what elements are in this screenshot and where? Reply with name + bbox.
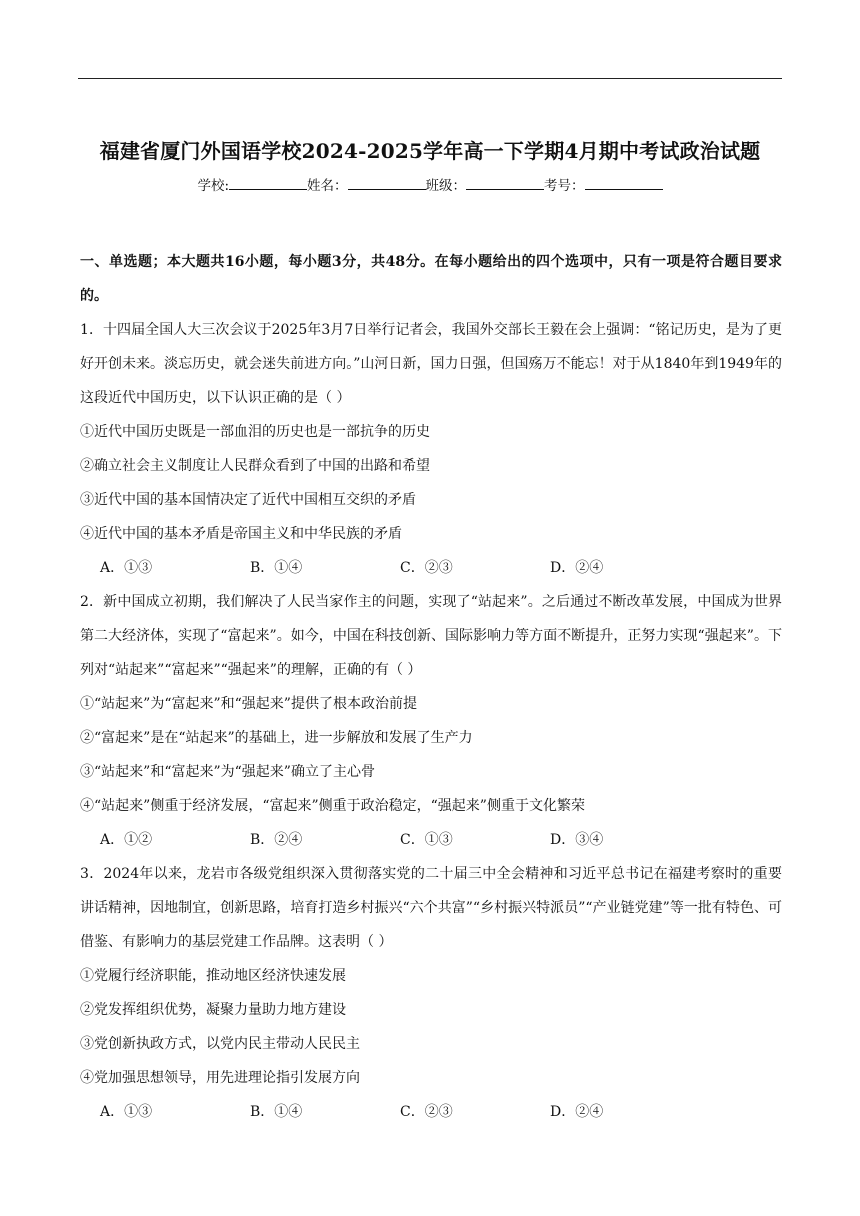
statement-4: ④党加强思想领导，用先进理论指引发展方向	[80, 1070, 360, 1086]
choice-c: C．②③	[400, 560, 453, 576]
answer-choices	[80, 1095, 782, 1129]
statement-2: ②党发挥组织优势，凝聚力量助力地方建设	[80, 1002, 346, 1018]
choice-d: D．②④	[550, 1104, 604, 1120]
statement-2: ②“富起来”是在“站起来”的基础上，进一步解放和发展了生产力	[80, 730, 473, 746]
question-stem: 3．2024年以来，龙岩市各级党组织深入贯彻落实党的二十届三中全会精神和习近平总书记在福建考察时的重要讲话精神，因地制宜，创新思路，培育打造乡村振兴“六个共富”“乡村振兴特派员”“产业链党建”等一批有特色、可借鉴、有影响力的基层党建工作品牌。这表明（ ）	[80, 866, 782, 950]
school-label: 学校:	[197, 178, 230, 194]
statement-3: ③党创新执政方式，以党内民主带动人民民主	[80, 1036, 360, 1052]
choice-d: D．②④	[550, 560, 604, 576]
choice-c: C．①③	[400, 832, 453, 848]
choice-b: B．①④	[250, 560, 303, 576]
class-label: 班级：	[425, 178, 467, 194]
name-label: 姓名：	[307, 178, 348, 194]
question-3	[80, 857, 782, 1129]
statement-1: ①“站起来”为“富起来”和“强起来”提供了根本政治前提	[80, 696, 417, 712]
statement-4: ④近代中国的基本矛盾是帝国主义和中华民族的矛盾	[80, 526, 402, 542]
choice-a: A．①③	[100, 560, 153, 576]
student-info-line	[0, 174, 860, 194]
choice-d: D．③④	[550, 832, 604, 848]
exam-no-label: 考号：	[544, 178, 585, 194]
question-2	[80, 585, 782, 857]
statement-2: ②确立社会主义制度让人民群众看到了中国的出路和希望	[80, 458, 430, 474]
header-rule	[78, 78, 782, 79]
question-stem: 1．十四届全国人大三次会议于2025年3月7日举行记者会，我国外交部长王毅在会上强调：“铭记历史，是为了更好开创未来。淡忘历史，就会迷失前进方向。”山河日新，国力日强，但国殇万不能忘！对于从1840年到1949年的这段近代中国历史，以下认识正确的是（ ）	[80, 322, 782, 406]
statement-4: ④“站起来”侧重于经济发展，“富起来”侧重于政治稳定，“强起来”侧重于文化繁荣	[80, 798, 585, 814]
question-1	[80, 313, 782, 585]
choice-b: B．①④	[250, 1104, 303, 1120]
school-blank	[229, 176, 307, 190]
exam-no-blank	[585, 176, 663, 190]
choice-b: B．②④	[250, 832, 303, 848]
exam-content	[80, 245, 782, 1129]
statement-3: ③近代中国的基本国情决定了近代中国相互交织的矛盾	[80, 492, 416, 508]
answer-choices	[80, 823, 782, 857]
choice-a: A．①②	[100, 832, 153, 848]
exam-title: 福建省厦门外国语学校2024-2025学年高一下学期4月期中考试政治试题	[99, 139, 761, 163]
choice-c: C．②③	[400, 1104, 453, 1120]
choice-a: A．①③	[100, 1104, 153, 1120]
question-stem: 2．新中国成立初期，我们解决了人民当家作主的问题，实现了“站起来”。之后通过不断改革发展，中国成为世界第二大经济体，实现了“富起来”。如今，中国在科技创新、国际影响力等方面不断提升，正努力实现“强起来”。下列对“站起来”“富起来”“强起来”的理解，正确的有（ ）	[80, 594, 782, 678]
statement-1: ①近代中国历史既是一部血泪的历史也是一部抗争的历史	[80, 424, 430, 440]
statement-3: ③“站起来”和“富起来”为“强起来”确立了主心骨	[80, 764, 375, 780]
section-heading: 一、单选题；本大题共16小题，每小题3分，共48分。在每小题给出的四个选项中，只有一项是符合题目要求的。	[80, 254, 782, 304]
name-blank	[348, 176, 426, 190]
answer-choices	[80, 551, 782, 585]
statement-1: ①党履行经济职能，推动地区经济快速发展	[80, 968, 346, 984]
class-blank	[466, 176, 544, 190]
